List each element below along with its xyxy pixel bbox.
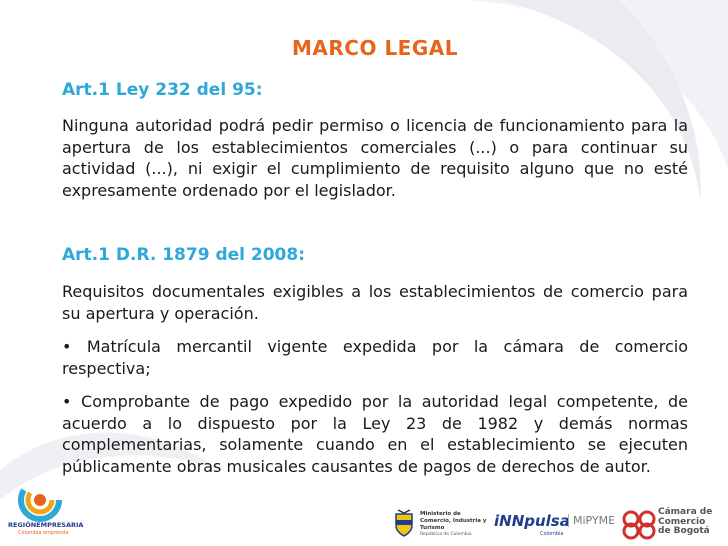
ministry-logo — [390, 508, 490, 542]
ccb-icon — [622, 510, 656, 540]
bullet-matricula: • Matrícula mercantil vigente expedida por la cámara de comercio respectiva; — [62, 337, 688, 378]
region-tagline: Colombia emprende — [18, 530, 69, 536]
slide-title: MARCO LEGAL — [292, 36, 458, 60]
section2-body: Requisitos documentales exigibles a los establecimientos de comercio para su apertura y operación. — [62, 282, 688, 323]
region-logo-icon — [18, 478, 62, 522]
ccb-name: Cámara de Comercio de Bogotá — [658, 507, 713, 536]
section2-heading: Art.1 D.R. 1879 del 2008: — [62, 245, 306, 265]
innpulsa-sub: Colombia — [540, 531, 564, 537]
mipyme-logo: MiPYME — [568, 514, 615, 527]
footer-logos — [0, 478, 728, 546]
region-name: REGIÓNEMPRESARIA — [8, 521, 84, 529]
innpulsa-logo: iNNpulsa — [494, 512, 570, 530]
ministry-name: Ministerio de Comercio, Industria y Turismo — [420, 511, 487, 531]
ccb-logo — [622, 508, 722, 544]
bullet-comprobante: • Comprobante de pago expedido por la autoridad legal competente, de acuerdo a lo dispuesto por la Ley 23 de 1982 y demás normas complementarias, solamente cuando en el establecimiento se ejecuten públicamente obras musicales causantes de pagos de derechos de autor. — [62, 392, 688, 476]
section1-heading: Art.1 Ley 232 del 95: — [62, 80, 263, 100]
region-empresaria-logo — [8, 478, 88, 544]
colombia-shield-icon — [392, 508, 416, 538]
section1-body: Ninguna autoridad podrá pedir permiso o licencia de funcionamiento para la apertura de los establecimientos comerciales (...) o para continuar su actividad (...), ni exigir el cumplimiento de requisito alguno que no esté expresamente ordenado por el legislador. — [62, 116, 688, 200]
ministry-sub: República de Colombia — [420, 532, 472, 537]
